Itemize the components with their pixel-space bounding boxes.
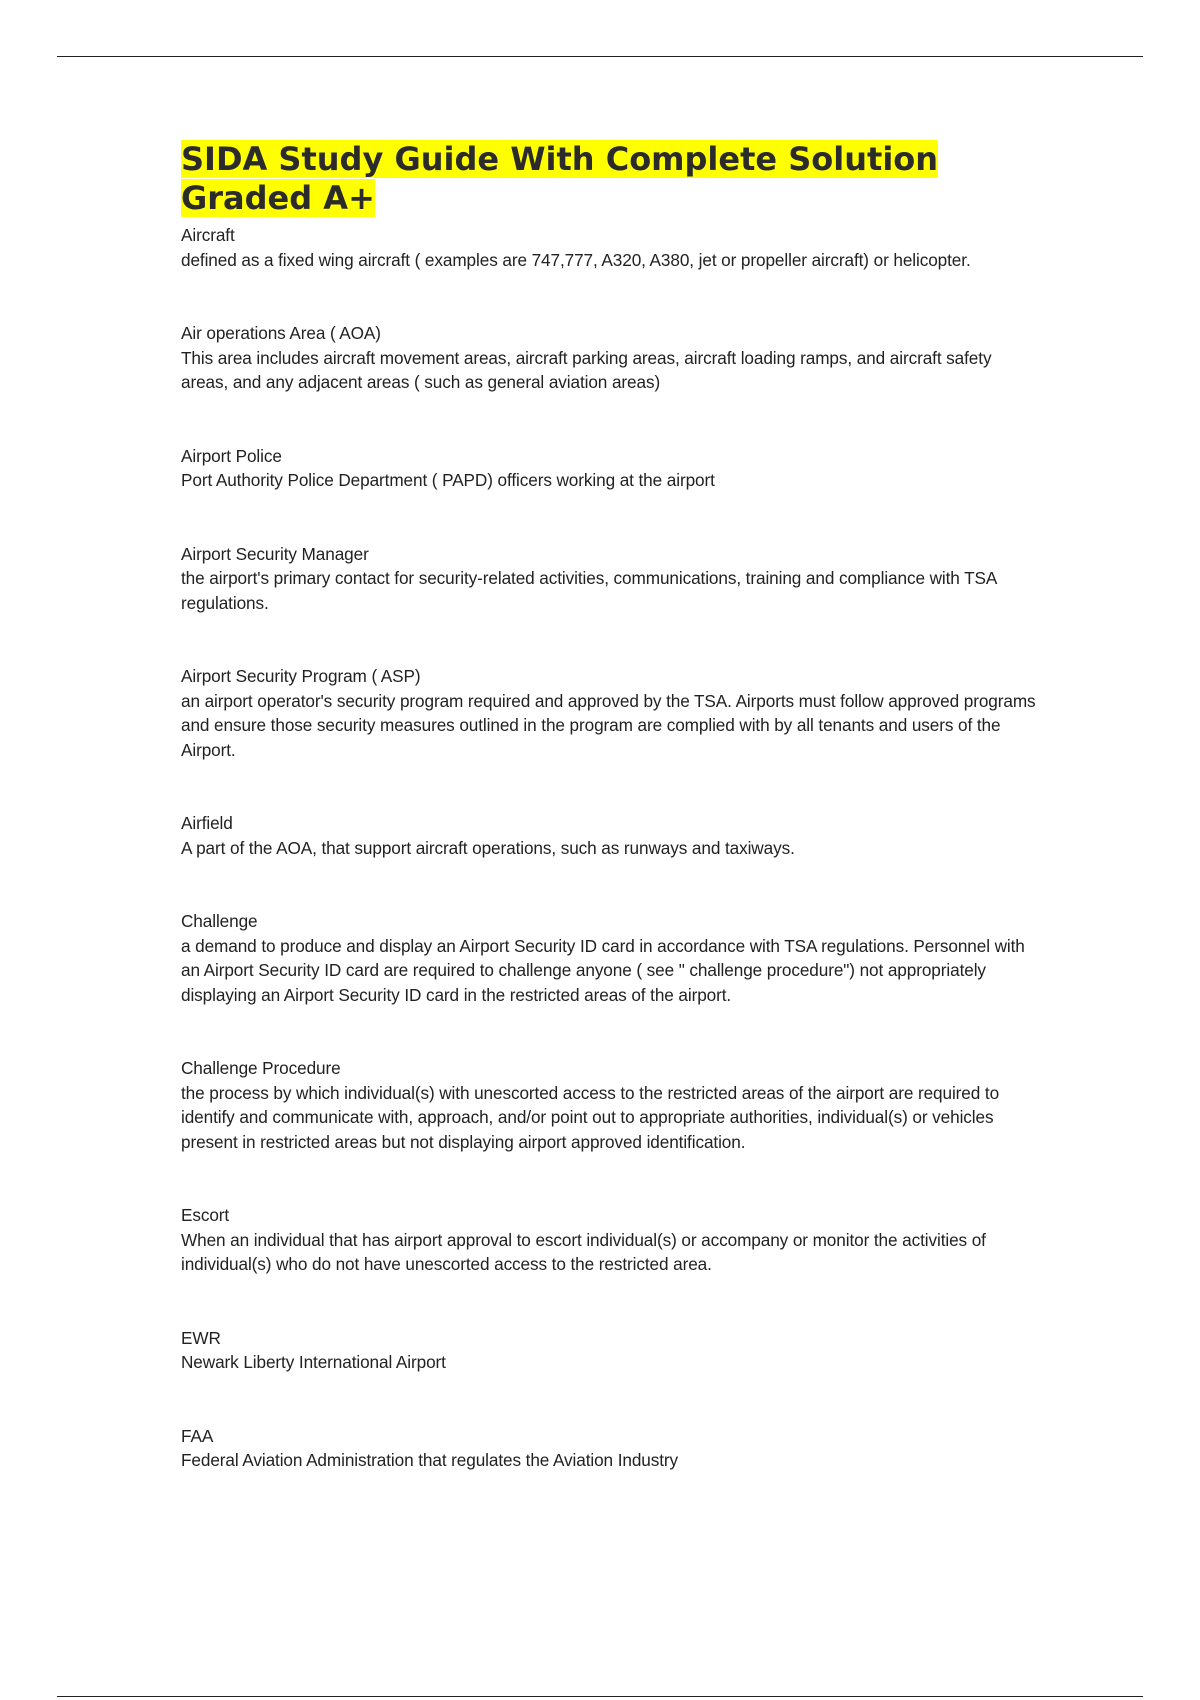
glossary-entry: [181, 223, 1041, 272]
glossary-list: [181, 223, 1041, 1473]
glossary-entry: [181, 321, 1041, 395]
glossary-entry: [181, 542, 1041, 616]
glossary-entry: [181, 1056, 1041, 1154]
entry-definition: A part of the AOA, that support aircraft operations, such as runways and taxiways.: [181, 837, 795, 858]
page-bottom-rule: [57, 1696, 1143, 1697]
page-top-rule: [57, 56, 1143, 57]
entry-term: Airfield: [181, 813, 233, 833]
glossary-entry: [181, 664, 1041, 762]
glossary-entry: [181, 1424, 1041, 1473]
entry-term: Airport Police: [181, 445, 282, 466]
entry-term: EWR: [181, 1327, 221, 1348]
entry-definition: the airport's primary contact for security-related activities, communications, training and compliance with TSA regulations.: [181, 568, 997, 613]
entry-term: Aircraft: [181, 225, 235, 245]
entry-definition: This area includes aircraft movement areas, aircraft parking areas, aircraft loading ramps, and aircraft safety areas, and any adjacent areas ( such as general aviation areas): [181, 347, 992, 392]
entry-definition: Newark Liberty International Airport: [181, 1352, 446, 1372]
document-body: [181, 140, 1041, 1473]
entry-definition: the process by which individual(s) with unescorted access to the restricted areas of the airport are required to identify and communicate with, approach, and/or point out to appropriate authorities, individual(s) or vehicles present in restricted areas but not displaying airport approved identification.: [181, 1082, 1000, 1152]
entry-definition: defined as a fixed wing aircraft ( examples are 747,777, A320, A380, jet or propeller aircraft) or helicopter.: [181, 249, 971, 270]
glossary-entry: [181, 909, 1041, 1007]
entry-term: Challenge Procedure: [181, 1058, 341, 1078]
entry-term: Airport Security Program ( ASP): [181, 666, 421, 686]
title-line-2: Graded A+: [181, 179, 375, 217]
entry-term: FAA: [181, 1425, 214, 1446]
entry-definition: Port Authority Police Department ( PAPD) officers working at the airport: [181, 470, 715, 490]
title-line-1: SIDA Study Guide With Complete Solution: [181, 140, 939, 178]
glossary-entry: [181, 444, 1041, 493]
entry-definition: a demand to produce and display an Airport Security ID card in accordance with TSA regulations. Personnel with an Airport Security ID card are required to challenge anyone ( see " challenge procedure") not appropriately displaying an Airport Security ID card in the restricted areas of the airport.: [181, 935, 1025, 1005]
entry-definition: Federal Aviation Administration that regulates the Aviation Industry: [181, 1450, 679, 1470]
entry-definition: When an individual that has airport approval to escort individual(s) or accompany or monitor the activities of individual(s) who do not have unescorted access to the restricted area.: [181, 1229, 986, 1274]
document-title: [181, 140, 1041, 218]
glossary-entry: [181, 811, 1041, 860]
entry-term: Air operations Area ( AOA): [181, 323, 381, 343]
entry-definition: an airport operator's security program required and approved by the TSA. Airports must follow approved programs and ensure those security measures outlined in the program are complied with by all tenants and users of the Airport.: [181, 690, 1036, 760]
entry-term: Challenge: [181, 911, 258, 931]
glossary-entry: [181, 1203, 1041, 1277]
entry-term: Airport Security Manager: [181, 543, 369, 564]
glossary-entry: [181, 1326, 1041, 1375]
entry-term: Escort: [181, 1205, 230, 1225]
